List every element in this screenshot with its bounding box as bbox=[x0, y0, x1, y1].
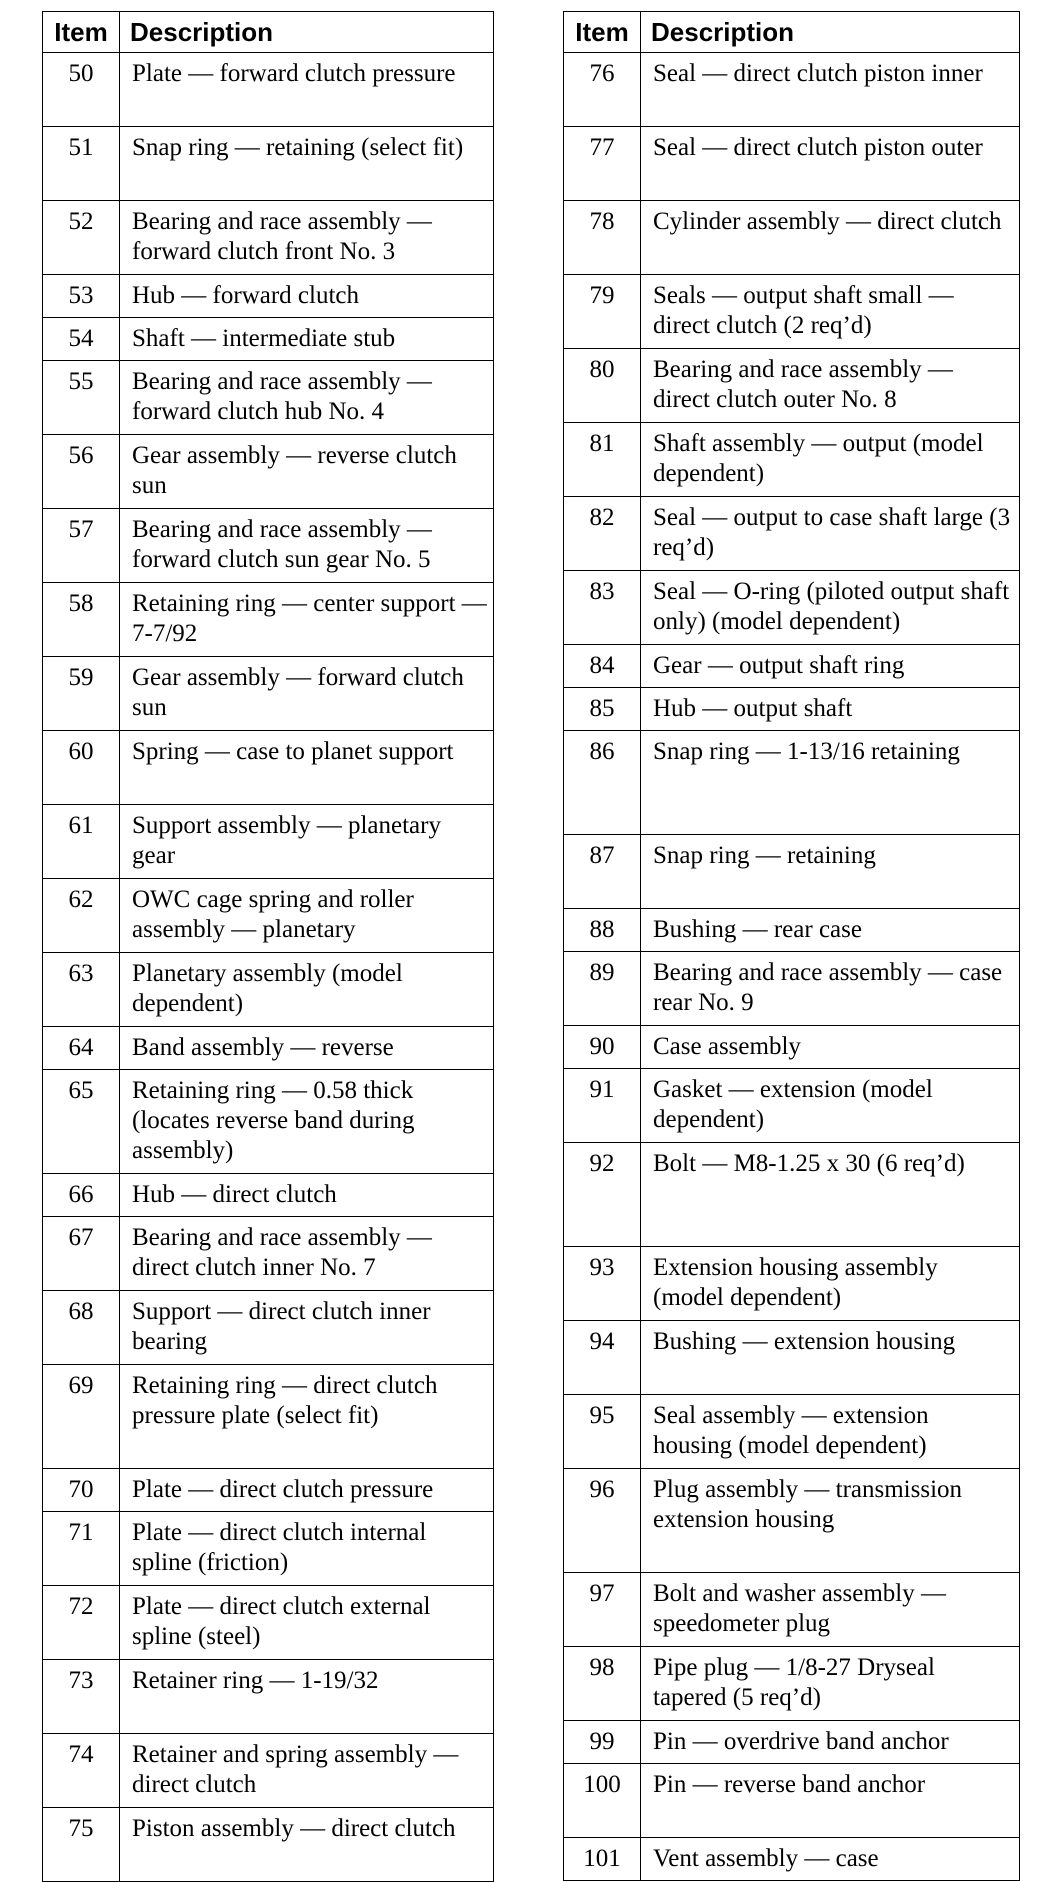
table-row bbox=[43, 1365, 494, 1469]
table-row bbox=[564, 497, 1020, 571]
table-row bbox=[564, 952, 1020, 1026]
item-description: Plate — direct clutch external spline (steel) bbox=[120, 1586, 494, 1660]
item-description: Bolt and washer assembly — speedometer plug bbox=[641, 1573, 1020, 1647]
description-column-header: Description bbox=[120, 12, 494, 53]
table-row bbox=[564, 1469, 1020, 1573]
item-number: 77 bbox=[564, 127, 641, 201]
table-row bbox=[43, 1512, 494, 1586]
item-description: Gear — output shaft ring bbox=[641, 645, 1020, 688]
item-description: Seal assembly — extension housing (model dependent) bbox=[641, 1395, 1020, 1469]
item-number: 93 bbox=[564, 1247, 641, 1321]
item-description: Pipe plug — 1/8-27 Dryseal tapered (5 req’d) bbox=[641, 1647, 1020, 1721]
item-number: 64 bbox=[43, 1027, 120, 1070]
item-description: Shaft — intermediate stub bbox=[120, 318, 494, 361]
table-row bbox=[43, 1217, 494, 1291]
item-description: Retainer and spring assembly — direct clutch bbox=[120, 1734, 494, 1808]
table-row bbox=[564, 1573, 1020, 1647]
item-description: Support assembly — planetary gear bbox=[120, 805, 494, 879]
item-description: Spring — case to planet support bbox=[120, 731, 494, 805]
table-row bbox=[564, 201, 1020, 275]
item-number: 71 bbox=[43, 1512, 120, 1586]
table-row bbox=[43, 805, 494, 879]
item-description: Band assembly — reverse bbox=[120, 1027, 494, 1070]
table-row bbox=[564, 423, 1020, 497]
item-column-header: Item bbox=[43, 12, 120, 53]
item-number: 54 bbox=[43, 318, 120, 361]
item-number: 92 bbox=[564, 1143, 641, 1247]
item-number: 88 bbox=[564, 909, 641, 952]
table-row bbox=[564, 1395, 1020, 1469]
item-number: 81 bbox=[564, 423, 641, 497]
item-description: Plate — direct clutch internal spline (friction) bbox=[120, 1512, 494, 1586]
item-number: 51 bbox=[43, 127, 120, 201]
table-row bbox=[43, 657, 494, 731]
item-number: 79 bbox=[564, 275, 641, 349]
item-number: 67 bbox=[43, 1217, 120, 1291]
item-number: 95 bbox=[564, 1395, 641, 1469]
table-body-right bbox=[564, 53, 1020, 1881]
table-row bbox=[564, 1838, 1020, 1881]
table-row bbox=[43, 509, 494, 583]
table-row bbox=[564, 1069, 1020, 1143]
item-description: Retaining ring — 0.58 thick (locates reverse band during assembly) bbox=[120, 1070, 494, 1174]
item-number: 97 bbox=[564, 1573, 641, 1647]
item-description: Bearing and race assembly — forward clutch sun gear No. 5 bbox=[120, 509, 494, 583]
item-number: 66 bbox=[43, 1174, 120, 1217]
item-description: Snap ring — 1-13/16 retaining bbox=[641, 731, 1020, 835]
table-row bbox=[564, 731, 1020, 835]
table-row bbox=[564, 571, 1020, 645]
item-description: Hub — direct clutch bbox=[120, 1174, 494, 1217]
item-description: Bushing — rear case bbox=[641, 909, 1020, 952]
item-number: 59 bbox=[43, 657, 120, 731]
item-number: 68 bbox=[43, 1291, 120, 1365]
item-number: 65 bbox=[43, 1070, 120, 1174]
item-number: 63 bbox=[43, 953, 120, 1027]
item-number: 94 bbox=[564, 1321, 641, 1395]
item-description: Bearing and race assembly — direct clutch inner No. 7 bbox=[120, 1217, 494, 1291]
table-row bbox=[564, 909, 1020, 952]
item-description: Bolt — M8-1.25 x 30 (6 req’d) bbox=[641, 1143, 1020, 1247]
item-number: 60 bbox=[43, 731, 120, 805]
table-row bbox=[43, 1586, 494, 1660]
table-row bbox=[43, 361, 494, 435]
item-description: Plug assembly — transmission extension housing bbox=[641, 1469, 1020, 1573]
item-description: Seal — direct clutch piston inner bbox=[641, 53, 1020, 127]
item-number: 74 bbox=[43, 1734, 120, 1808]
item-number: 75 bbox=[43, 1808, 120, 1882]
item-description: Bearing and race assembly — direct clutch outer No. 8 bbox=[641, 349, 1020, 423]
table-row bbox=[43, 731, 494, 805]
item-description: Gear assembly — forward clutch sun bbox=[120, 657, 494, 731]
table-row bbox=[564, 1721, 1020, 1764]
item-number: 82 bbox=[564, 497, 641, 571]
item-description: Piston assembly — direct clutch bbox=[120, 1808, 494, 1882]
item-column-header: Item bbox=[564, 12, 641, 53]
item-number: 83 bbox=[564, 571, 641, 645]
item-description: Case assembly bbox=[641, 1026, 1020, 1069]
item-description: Snap ring — retaining (select fit) bbox=[120, 127, 494, 201]
item-number: 85 bbox=[564, 688, 641, 731]
item-description: Seal — output to case shaft large (3 req’d) bbox=[641, 497, 1020, 571]
item-description: Hub — output shaft bbox=[641, 688, 1020, 731]
item-description: Retaining ring — direct clutch pressure plate (select fit) bbox=[120, 1365, 494, 1469]
item-number: 99 bbox=[564, 1721, 641, 1764]
table-row bbox=[43, 1174, 494, 1217]
item-description: Pin — overdrive band anchor bbox=[641, 1721, 1020, 1764]
item-description: Planetary assembly (model dependent) bbox=[120, 953, 494, 1027]
item-number: 89 bbox=[564, 952, 641, 1026]
table-row bbox=[43, 953, 494, 1027]
item-number: 84 bbox=[564, 645, 641, 688]
item-number: 96 bbox=[564, 1469, 641, 1573]
item-number: 55 bbox=[43, 361, 120, 435]
item-description: Seals — output shaft small — direct clutch (2 req’d) bbox=[641, 275, 1020, 349]
item-description: Plate — forward clutch pressure bbox=[120, 53, 494, 127]
table-row bbox=[43, 583, 494, 657]
table-row bbox=[564, 127, 1020, 201]
item-number: 86 bbox=[564, 731, 641, 835]
item-description: Plate — direct clutch pressure bbox=[120, 1469, 494, 1512]
table-row bbox=[43, 275, 494, 318]
table-row bbox=[564, 53, 1020, 127]
item-number: 50 bbox=[43, 53, 120, 127]
table-row bbox=[564, 645, 1020, 688]
item-number: 78 bbox=[564, 201, 641, 275]
item-number: 62 bbox=[43, 879, 120, 953]
item-number: 80 bbox=[564, 349, 641, 423]
table-row bbox=[564, 1321, 1020, 1395]
table-row bbox=[43, 127, 494, 201]
item-description: Bearing and race assembly — case rear No. 9 bbox=[641, 952, 1020, 1026]
table-header-row bbox=[564, 12, 1020, 53]
item-number: 58 bbox=[43, 583, 120, 657]
item-number: 98 bbox=[564, 1647, 641, 1721]
description-column-header: Description bbox=[641, 12, 1020, 53]
item-number: 73 bbox=[43, 1660, 120, 1734]
item-number: 101 bbox=[564, 1838, 641, 1881]
item-number: 70 bbox=[43, 1469, 120, 1512]
item-description: Bearing and race assembly — forward clutch hub No. 4 bbox=[120, 361, 494, 435]
item-number: 57 bbox=[43, 509, 120, 583]
item-number: 87 bbox=[564, 835, 641, 909]
item-number: 76 bbox=[564, 53, 641, 127]
item-description: Retaining ring — center support — 7-7/92 bbox=[120, 583, 494, 657]
item-description: Seal — O-ring (piloted output shaft only) (model dependent) bbox=[641, 571, 1020, 645]
table-body-left bbox=[43, 53, 494, 1882]
item-description: Cylinder assembly — direct clutch bbox=[641, 201, 1020, 275]
item-description: Snap ring — retaining bbox=[641, 835, 1020, 909]
table-row bbox=[43, 1291, 494, 1365]
item-description: Bearing and race assembly — forward clutch front No. 3 bbox=[120, 201, 494, 275]
table-row bbox=[564, 688, 1020, 731]
item-description: Gasket — extension (model dependent) bbox=[641, 1069, 1020, 1143]
item-description: Hub — forward clutch bbox=[120, 275, 494, 318]
item-description: Vent assembly — case bbox=[641, 1838, 1020, 1881]
table-row bbox=[43, 1469, 494, 1512]
table-row bbox=[43, 1027, 494, 1070]
item-number: 56 bbox=[43, 435, 120, 509]
table-row bbox=[43, 879, 494, 953]
item-description: Bushing — extension housing bbox=[641, 1321, 1020, 1395]
table-row bbox=[564, 1764, 1020, 1838]
item-description: Gear assembly — reverse clutch sun bbox=[120, 435, 494, 509]
item-number: 90 bbox=[564, 1026, 641, 1069]
item-number: 69 bbox=[43, 1365, 120, 1469]
table-row bbox=[43, 1660, 494, 1734]
table-row bbox=[43, 201, 494, 275]
item-description: Shaft assembly — output (model dependent) bbox=[641, 423, 1020, 497]
item-number: 91 bbox=[564, 1069, 641, 1143]
table-row bbox=[43, 53, 494, 127]
item-number: 100 bbox=[564, 1764, 641, 1838]
item-description: Support — direct clutch inner bearing bbox=[120, 1291, 494, 1365]
table-row bbox=[564, 1647, 1020, 1721]
table-row bbox=[43, 1070, 494, 1174]
item-description: Seal — direct clutch piston outer bbox=[641, 127, 1020, 201]
table-row bbox=[564, 1247, 1020, 1321]
item-number: 72 bbox=[43, 1586, 120, 1660]
item-description: Retainer ring — 1-19/32 bbox=[120, 1660, 494, 1734]
item-number: 61 bbox=[43, 805, 120, 879]
item-number: 52 bbox=[43, 201, 120, 275]
table-row bbox=[564, 835, 1020, 909]
table-row bbox=[43, 1734, 494, 1808]
parts-table-right bbox=[563, 11, 1020, 1881]
table-row bbox=[43, 1808, 494, 1882]
item-description: OWC cage spring and roller assembly — planetary bbox=[120, 879, 494, 953]
table-row bbox=[564, 349, 1020, 423]
item-description: Pin — reverse band anchor bbox=[641, 1764, 1020, 1838]
item-number: 53 bbox=[43, 275, 120, 318]
table-header-row bbox=[43, 12, 494, 53]
table-row bbox=[43, 318, 494, 361]
table-row bbox=[43, 435, 494, 509]
table-row bbox=[564, 275, 1020, 349]
table-row bbox=[564, 1026, 1020, 1069]
item-description: Extension housing assembly (model dependent) bbox=[641, 1247, 1020, 1321]
parts-table-left bbox=[42, 11, 494, 1882]
table-row bbox=[564, 1143, 1020, 1247]
